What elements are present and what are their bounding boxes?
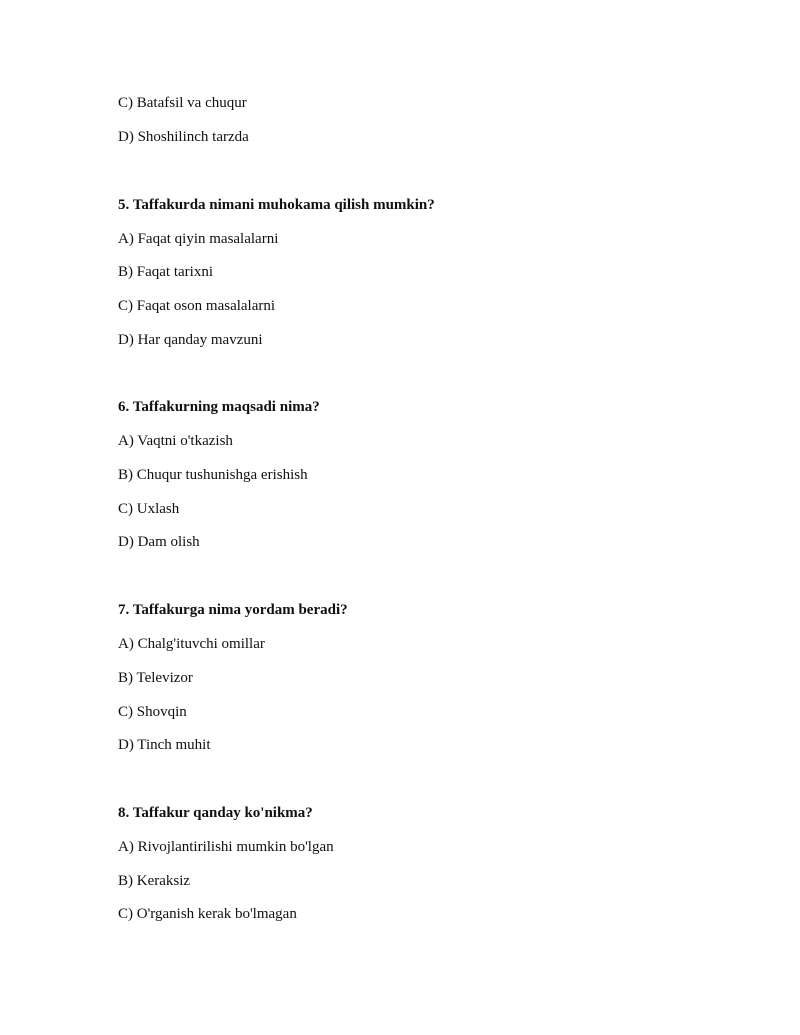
question-6-option-c: C) Uxlash	[118, 501, 180, 517]
question-7-option-b: B) Televizor	[118, 670, 193, 686]
question-8-option-c: C) O'rganish kerak bo'lmagan	[118, 906, 297, 922]
option-c-fragment: C) Batafsil va chuqur	[118, 95, 247, 111]
question-7-option-c: C) Shovqin	[118, 704, 187, 720]
question-7-option-d: D) Tinch muhit	[118, 737, 211, 753]
question-5-option-c: C) Faqat oson masalalarni	[118, 298, 276, 314]
question-7-title: 7. Taffakurga nima yordam beradi?	[118, 602, 348, 618]
question-7-option-a: A) Chalg'ituvchi omillar	[118, 636, 265, 652]
question-5-option-b: B) Faqat tarixni	[118, 264, 213, 280]
question-6-option-d: D) Dam olish	[118, 534, 200, 550]
question-6-option-b: B) Chuqur tushunishga erishish	[118, 467, 308, 483]
question-6-title: 6. Taffakurning maqsadi nima?	[118, 399, 320, 415]
question-8-option-b: B) Keraksiz	[118, 873, 191, 889]
question-6-option-a: A) Vaqtni o'tkazish	[118, 433, 233, 449]
question-5-option-d: D) Har qanday mavzuni	[118, 332, 263, 348]
question-5-option-a: A) Faqat qiyin masalalarni	[118, 231, 279, 247]
question-8-option-a: A) Rivojlantirilishi mumkin bo'lgan	[118, 839, 334, 855]
option-d-fragment: D) Shoshilinch tarzda	[118, 129, 249, 145]
question-8-title: 8. Taffakur qanday ko'nikma?	[118, 805, 313, 821]
question-5-title: 5. Taffakurda nimani muhokama qilish mumkin?	[118, 197, 435, 213]
